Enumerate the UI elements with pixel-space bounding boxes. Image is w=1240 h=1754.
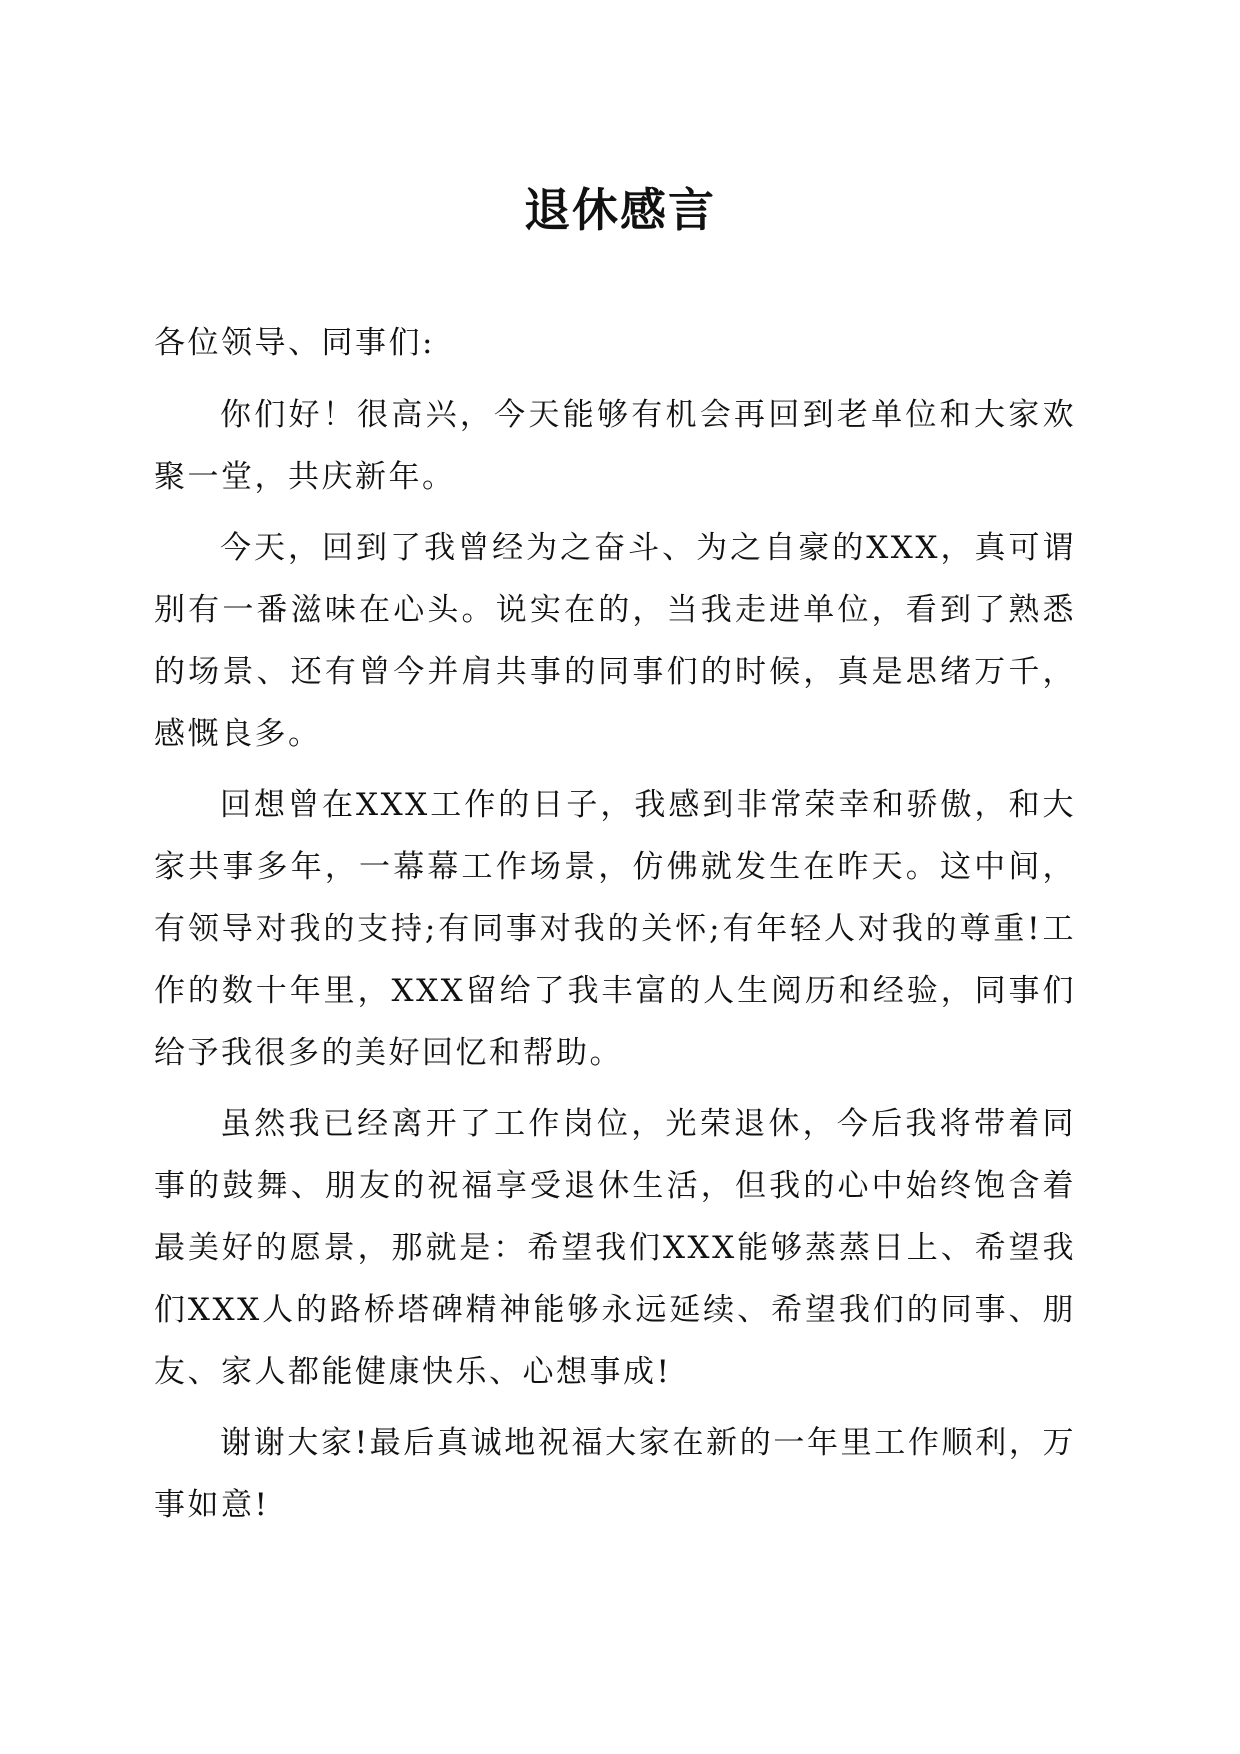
document-title: 退休感言 xyxy=(524,183,716,237)
paragraph-2: 今天，回到了我曾经为之奋斗、为之自豪的XXX，真可谓别有一番滋味在心头。说实在的，当我走进单位，看到了熟悉的场景、还有曾今并肩共事的同事们的时候，真是思绪万千，感慨良多。 xyxy=(154,530,1076,752)
greeting-line: 各位领导、同事们: xyxy=(154,325,435,361)
paragraph-4: 虽然我已经离开了工作岗位，光荣退休，今后我将带着同事的鼓舞、朋友的祝福享受退休生活，但我的心中始终饱含着最美好的愿景，那就是：希望我们XXX能够蒸蒸日上、希望我们XXX人的路桥塔碑精神能够永远延续、希望我们的同事、朋友、家人都能健康快乐、心想事成! xyxy=(154,1106,1076,1390)
paragraph-1: 你们好！很高兴，今天能够有机会再回到老单位和大家欢聚一堂，共庆新年。 xyxy=(154,397,1076,495)
document-body xyxy=(154,312,1076,1545)
paragraph-3: 回想曾在XXX工作的日子，我感到非常荣幸和骄傲，和大家共事多年，一幕幕工作场景，仿佛就发生在昨天。这中间，有领导对我的支持;有同事对我的关怀;有年轻人对我的尊重!工作的数十年里，XXX留给了我丰富的人生阅历和经验，同事们给予我很多的美好回忆和帮助。 xyxy=(154,787,1076,1071)
paragraph-5: 谢谢大家!最后真诚地祝福大家在新的一年里工作顺利，万事如意! xyxy=(154,1425,1076,1523)
